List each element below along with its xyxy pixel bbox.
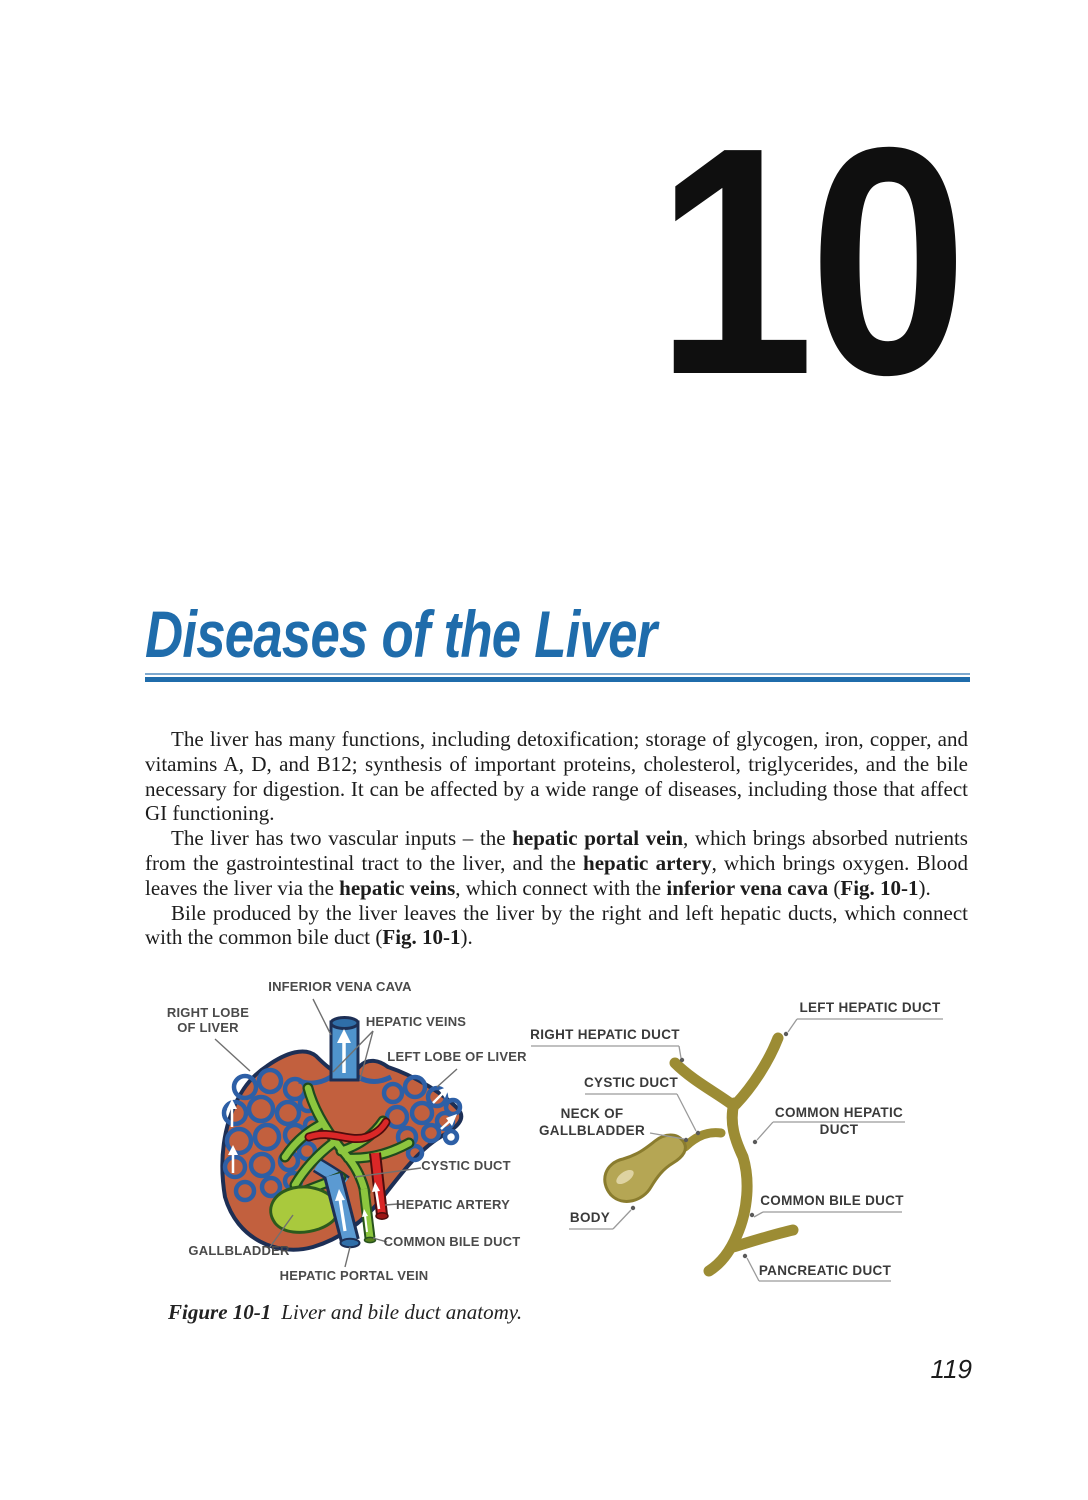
- gallbladder-body: [605, 1135, 686, 1201]
- label-body: BODY: [569, 1210, 611, 1225]
- label-cystic-duct-liver: CYSTIC DUCT: [421, 1158, 511, 1173]
- paragraph: The liver has many functions, including detoxification; storage of glycogen, iron, copper, and vitamins A, D, and B12; synthesis of important proteins, cholesterol, triglycerides, and the bile necessary for digestion. It can be affected by a wide range of diseases, including those that affect GI functioning.: [145, 727, 968, 826]
- label-common-bile-duct-liver: COMMON BILE DUCT: [383, 1234, 521, 1249]
- left-hepatic-duct: [736, 1038, 778, 1104]
- label-gallbladder: GALLBLADDER: [188, 1243, 290, 1258]
- figure-10-1: [145, 975, 968, 1293]
- body-text: [145, 727, 968, 950]
- label-cystic-duct: CYSTIC DUCT: [583, 1075, 679, 1090]
- title-rule-thin: [145, 673, 970, 675]
- title-rule-thick: [145, 677, 970, 682]
- label-left-lobe-of-liver: LEFT LOBE OF LIVER: [387, 1049, 527, 1064]
- label-left-hepatic-duct: LEFT HEPATIC DUCT: [799, 1000, 941, 1015]
- paragraph: Bile produced by the liver leaves the liver by the right and left hepatic ducts, which connect with the common bile duct (Fig. 10-1).: [145, 900, 968, 950]
- paragraph: The liver has two vascular inputs – the hepatic portal vein, which brings absorbed nutrients from the gastrointestinal tract to the liver, and the hepatic artery, which brings oxygen. Blood leaves the liver via the hepatic veins, which connect with the inferior vena cava (Fig. 10-1).: [145, 826, 968, 900]
- cystic-duct: [685, 1133, 721, 1147]
- right-hepatic-duct: [675, 1063, 734, 1106]
- bile-duct-diagram: [675, 1038, 793, 1271]
- page-number: 119: [930, 1354, 972, 1384]
- figure-caption: [168, 1300, 522, 1325]
- chapter-number: 10: [655, 80, 962, 442]
- label-common-hepatic-duct: COMMON HEPATIC DUCT: [774, 1105, 904, 1137]
- label-hepatic-veins: HEPATIC VEINS: [365, 1014, 467, 1029]
- label-right-lobe-of-liver: RIGHT LOBE OF LIVER: [166, 1005, 250, 1035]
- chapter-title: Diseases of the Liver: [145, 597, 657, 671]
- label-pancreatic-duct: PANCREATIC DUCT: [758, 1263, 892, 1278]
- label-right-hepatic-duct: RIGHT HEPATIC DUCT: [530, 1027, 680, 1042]
- figure-caption-label: Figure 10-1: [168, 1300, 272, 1324]
- label-inferior-vena-cava: INFERIOR VENA CAVA: [268, 979, 412, 994]
- label-common-bile-duct: COMMON BILE DUCT: [760, 1193, 904, 1208]
- label-hepatic-artery: HEPATIC ARTERY: [395, 1197, 511, 1212]
- figure-caption-text: Liver and bile duct anatomy.: [281, 1300, 523, 1324]
- label-hepatic-portal-vein: HEPATIC PORTAL VEIN: [279, 1268, 429, 1283]
- label-neck-of-gallbladder: NECK OF GALLBLADDER: [538, 1106, 646, 1138]
